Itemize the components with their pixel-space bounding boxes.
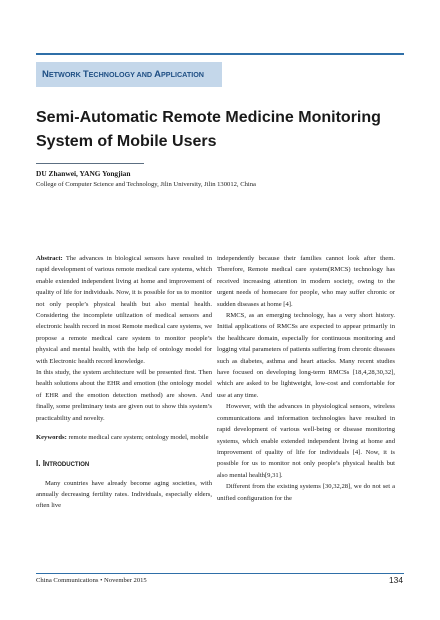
body-paragraph-1: independently because their families cannot look after them. Therefore, Remote medical care system(RMCS) technology has received increasing attention in modern society, owing to the urgent needs of homecare for people, who may suffer chronic or sudden diseases at home [4]. (217, 255, 395, 308)
keywords-text: remote medical care system; ontology model, mobile (68, 434, 209, 442)
body-paragraph-2: RMCS, as an emerging technology, has a very short history. Initial applications of RMCSs are expected to appear primarily in the healthcare domain, especially for continuous monitoring and logging vital parameters of patients suffering from chronic diseases such as diabetes, asthma and heart attacks. Many recent studies have focused on developing long-term RMCSs [18,4,28,30,32], which are asked to be lightweight, low-cost and comfortable for use at any time. (217, 312, 395, 399)
abstract (36, 253, 212, 367)
body-paragraph-3: However, with the advances in physiological sensors, wireless communications and information technologies have resulted in rapid development of various well-being or disease monitoring systems, which enable extended independent living at home and improvement of quality of life for individuals [4]. Now, it is possible for us to monitor not only people’s physical health but also mental health[9,31]. (217, 403, 395, 479)
top-accent-rule (36, 53, 404, 55)
footer-journal: China Communications • November 2015 (36, 577, 147, 584)
affiliation: College of Computer Science and Technology, Jilin University, Jilin 130012, China (36, 181, 256, 188)
section-number: I. (36, 458, 41, 468)
authors: DU Zhanwei, YANG Yongjian (36, 169, 131, 178)
intro-paragraph: Many countries have already become aging societies, with annually decreasing fertility rates. Individuals, especially elders, often live (36, 479, 212, 510)
title-divider (36, 163, 144, 164)
page-number: 134 (389, 575, 403, 585)
section-title: Introduction (42, 458, 90, 468)
abstract-text-2: In this study, the system architecture will be presented first. Then health solutions about the EHR and emotion (the ontology model of EHR and the emotion detection method) are shown. And finally, some preliminary tests are given out to show this system’s practicability and novelty. (36, 369, 212, 422)
abstract-text: The advances in biological sensors have resulted in rapid development of various remote medical care systems, which enable extended independent living at home and improvement of quality of life for individuals. Now, it is possible for us to monitor not only people’s physical health but also mental health. Considering the incomplete utilization of medical sensors and electronic health record in most Remote medical care systems, we propose a remote medical care system to monitor people’s physical and mental health, with the help of ontology model for with Electronic health record knowledge. (36, 255, 212, 365)
section-heading (36, 458, 212, 469)
body-paragraph-4: Different from the existing systems [30,32,28], we do not set a unified configuration for the (217, 483, 395, 502)
left-column (36, 253, 212, 512)
right-column (217, 253, 395, 504)
paper-title: Semi-Automatic Remote Medicine Monitoring System of Mobile Users (36, 109, 381, 150)
abstract-label: Abstract: (36, 255, 63, 262)
keywords-label: Keywords: (36, 434, 67, 442)
keywords (36, 432, 212, 443)
section-banner: NETWORK TECHNOLOGY AND APPLICATION (36, 62, 222, 87)
footer-rule (36, 573, 404, 574)
